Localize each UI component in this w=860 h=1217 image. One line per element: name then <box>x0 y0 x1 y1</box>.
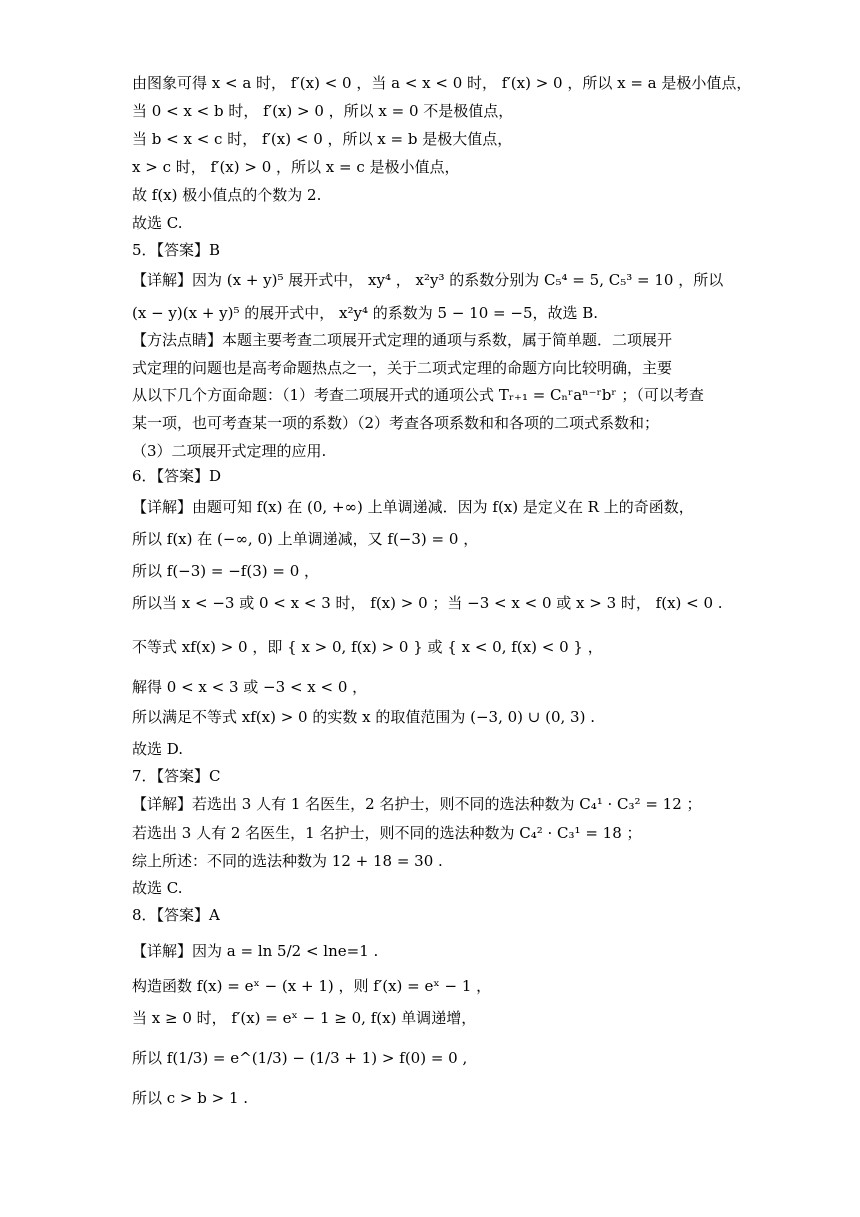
text-line: 【详解】若选出 3 人有 1 名医生，2 名护士，则不同的选法种数为 C₄¹ · C₃² = 12 ； <box>132 795 702 813</box>
text-line: 式定理的问题也是高考命题热点之一，关于二项式定理的命题方向比较明确，主要 <box>132 359 673 377</box>
text-line: 当 0 < x < b 时， f′(x) > 0 ，所以 x = 0 不是极值点， <box>132 102 514 120</box>
text-line: 【详解】由题可知 f(x) 在 (0, +∞) 上单调递减．因为 f(x) 是定义在 R 上的奇函数， <box>132 498 694 516</box>
text-line: 不等式 xf(x) > 0 ，即 { x > 0, f(x) > 0 } 或 { x < 0, f(x) < 0 } ， <box>132 638 603 656</box>
text-line: 当 x ≥ 0 时， f′(x) = eˣ − 1 ≥ 0, f(x) 单调递增， <box>132 1009 477 1027</box>
text-line: 故选 C. <box>132 214 183 232</box>
question-answer-heading: 5．【答案】B <box>132 241 221 259</box>
text-line: 所以 c > b > 1 . <box>132 1089 249 1107</box>
text-line: 所以满足不等式 xf(x) > 0 的实数 x 的取值范围为 (−3, 0) ∪ (0, 3) . <box>132 708 595 726</box>
text-line: 【详解】因为 a = ln 5/2 < lne=1 . <box>132 942 379 960</box>
text-line: 从以下几个方面命题：（1）考查二项展开式的通项公式 Tᵣ₊₁ = Cₙʳaⁿ⁻ʳbʳ ；（可以考查 <box>132 386 704 404</box>
text-line: 故选 C. <box>132 879 183 897</box>
text-line: 所以 f(−3) = −f(3) = 0 ， <box>132 562 320 580</box>
question-answer-heading: 8．【答案】A <box>132 906 220 924</box>
text-line: (x − y)(x + y)⁵ 的展开式中， x²y⁴ 的系数为 5 − 10 = −5，故选 B. <box>132 304 599 322</box>
text-line: 所以 f(1/3) = e^(1/3) − (1/3 + 1) > f(0) = 0 , <box>132 1049 468 1067</box>
text-line: x > c 时， f′(x) > 0 ，所以 x = c 是极小值点， <box>132 158 460 176</box>
text-line: 综上所述：不同的选法种数为 12 + 18 = 30 . <box>132 852 443 870</box>
text-line: 所以 f(x) 在 (−∞, 0) 上单调递减，又 f(−3) = 0 ， <box>132 530 479 548</box>
text-line: 【详解】因为 (x + y)⁵ 展开式中， xy⁴ ， x²y³ 的系数分别为 C₅⁴ = 5, C₅³ = 10 ，所以 <box>132 271 724 289</box>
text-line: 所以当 x < −3 或 0 < x < 3 时， f(x) > 0 ；当 −3 < x < 0 或 x > 3 时， f(x) < 0 . <box>132 594 723 612</box>
text-line: 由图象可得 x < a 时， f′(x) < 0 ，当 a < x < 0 时， f′(x) > 0 ，所以 x = a 是极小值点， <box>132 74 752 92</box>
question-answer-heading: 6．【答案】D <box>132 467 222 485</box>
text-line: （3）二项展开式定理的应用. <box>132 442 327 460</box>
text-line: 构造函数 f(x) = eˣ − (x + 1) ，则 f′(x) = eˣ − 1 ， <box>132 977 492 995</box>
text-line: 某一项，也可考查某一项的系数）（2）考查各项系数和和各项的二项式系数和； <box>132 414 660 432</box>
question-answer-heading: 7．【答案】C <box>132 767 221 785</box>
text-line: 故 f(x) 极小值点的个数为 2. <box>132 186 322 204</box>
text-line: 解得 0 < x < 3 或 −3 < x < 0 ， <box>132 678 368 696</box>
text-line: 若选出 3 人有 2 名医生，1 名护士，则不同的选法种数为 C₄² · C₃¹ = 18 ； <box>132 824 642 842</box>
text-line: 【方法点睛】本题主要考查二项展开式定理的通项与系数，属于简单题．二项展开 <box>132 331 673 349</box>
text-line: 当 b < x < c 时， f′(x) < 0 ，所以 x = b 是极大值点， <box>132 130 513 148</box>
text-line: 故选 D. <box>132 740 184 758</box>
